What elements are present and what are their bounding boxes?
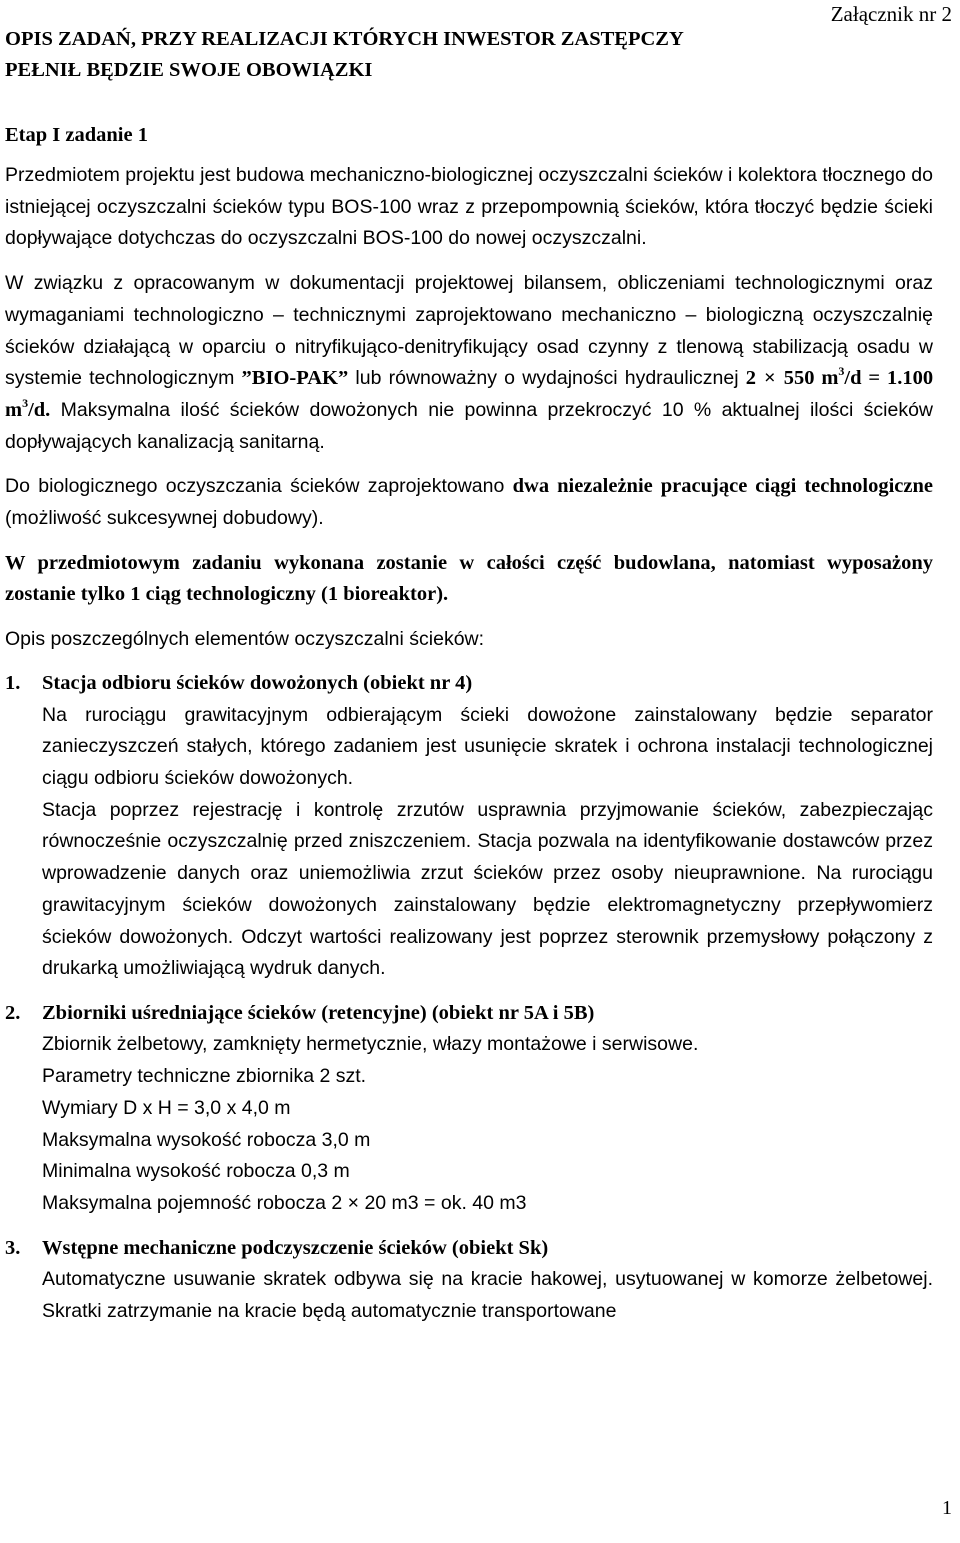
bio-text-bold: dwa niezależnie pracujące ciągi technologiczne	[512, 475, 933, 498]
biological-paragraph	[5, 471, 933, 534]
biopak-label: ”BIO-PAK”	[241, 367, 349, 390]
list-item	[5, 668, 933, 985]
design-paragraph	[5, 268, 933, 458]
item-heading: Zbiorniki uśredniające ścieków (retencyjne) (obiekt nr 5A i 5B)	[42, 1001, 595, 1024]
unit-exponent: 3	[838, 364, 845, 379]
capacity-base: 550 m	[783, 367, 839, 390]
stage-heading: Etap I zadanie 1	[5, 124, 148, 146]
capacity-multiplier: 2	[745, 367, 756, 390]
list-item	[5, 998, 933, 1220]
item-text: Stacja poprzez rejestrację i kontrolę zrzutów usprawnia przyjmowanie ścieków, zabezpieczając równocześnie oczyszczalnię przed zniszczeniem. Stacja pozwala na identyfikowanie dostawców przez wprowadzenie danych oraz uniemożliwia zrzut ścieków przez osoby nieuprawnione. Na rurociągu grawitacyjnym ścieków dowożonych zainstalowany będzie elektromagnetyczny przepływomierz ścieków dowożonych. Odczyt wartości realizowany jest poprzez sterownik przemysłowy połączony z drukarką umożliwiającą wydruk danych.	[42, 798, 933, 980]
item-line: Maksymalna pojemność robocza 2 × 20 m3 = ok. 40 m3	[42, 1191, 527, 1214]
document-content	[5, 24, 933, 1327]
page-number: 1	[942, 1497, 952, 1519]
elements-intro: Opis poszczególnych elementów oczyszczalni ścieków:	[5, 627, 485, 650]
max-delivered: Maksymalna ilość ścieków dowożonych nie powinna przekroczyć 10 % aktualnej ilości ścieków dopływających kanalizacją sanitarną.	[5, 398, 934, 453]
item-number: 2.	[5, 1001, 21, 1024]
bio-text-c: (możliwość sukcesywnej dobudowy).	[5, 507, 324, 530]
item-line: Maksymalna wysokość robocza 3,0 m	[42, 1128, 371, 1151]
title-line-2: PEŁNIŁ BĘDZIE SWOJE OBOWIĄZKI	[5, 59, 373, 81]
document-title	[5, 24, 933, 86]
title-line-1: OPIS ZADAŃ, PRZY REALIZACJI KTÓRYCH INWESTOR ZASTĘPCZY	[5, 28, 684, 50]
list-item	[5, 1233, 933, 1328]
item-line: Minimalna wysokość robocza 0,3 m	[42, 1160, 350, 1183]
item-line: Wymiary D x H = 3,0 x 4,0 m	[42, 1096, 291, 1119]
item-line: Parametry techniczne zbiornika 2 szt.	[42, 1065, 367, 1088]
capacity-intro: lub równoważny o wydajności hydraulicznej	[355, 367, 739, 390]
item-line: Zbiornik żelbetowy, zamknięty hermetycznie, włazy montażowe i serwisowe.	[42, 1033, 699, 1056]
item-text: Automatyczne usuwanie skratek odbywa się na kracie hakowej, usytuowanej w komorze żelbetowej. Skratki zatrzymanie na kracie będą automatycznie transportowane	[42, 1268, 933, 1322]
capacity-total: /d = 1.100 m	[5, 367, 934, 421]
annex-label: Załącznik nr 2	[830, 2, 952, 26]
scope-paragraph: W przedmiotowym zadaniu wykonana zostanie w całości część budowlana, natomiast wyposażony zostanie tylko 1 ciąg technologiczny (1 bioreaktor).	[5, 551, 933, 606]
item-heading: Stacja odbioru ścieków dowożonych (obiekt nr 4)	[42, 672, 473, 695]
item-number: 3.	[5, 1236, 21, 1259]
item-number: 1.	[5, 672, 21, 695]
bio-text-a: Do biologicznego oczyszczania ścieków zaprojektowano	[5, 475, 505, 498]
unit-exponent-2: 3	[22, 395, 29, 410]
times-sign: ×	[764, 367, 776, 390]
item-text: Na rurociągu grawitacyjnym odbierającym ścieki dowożone zainstalowany będzie separator zanieczyszczeń stałych, którego zadaniem jest usunięcie skratek i ochrona instalacji technologicznej ciągu odbioru ścieków dowożonych.	[42, 703, 933, 790]
design-text: W związku z opracowanym w dokumentacji projektowej bilansem, obliczeniami technologicznymi oraz wymaganiami technologiczno – technicznymi zaprojektowano mechaniczno – biologiczną oczyszczalnię ścieków działającą w oparciu o nitryfikująco-denitryfikujący osad czynny z tlenową stabilizacją osadu w systemie technologicznym	[5, 272, 933, 390]
intro-paragraph: Przedmiotem projektu jest budowa mechaniczno-biologicznej oczyszczalni ścieków i kolektora tłocznego do istniejącej oczyszczalni ścieków typu BOS-100 wraz z przepompownią ścieków, która tłoczyć będzie ścieki dopływające dotychczas do oczyszczalni BOS-100 do nowej oczyszczalni.	[5, 164, 933, 250]
unit-end: /d.	[28, 398, 51, 421]
item-heading: Wstępne mechaniczne podczyszczenie ścieków (obiekt Sk)	[42, 1236, 549, 1259]
